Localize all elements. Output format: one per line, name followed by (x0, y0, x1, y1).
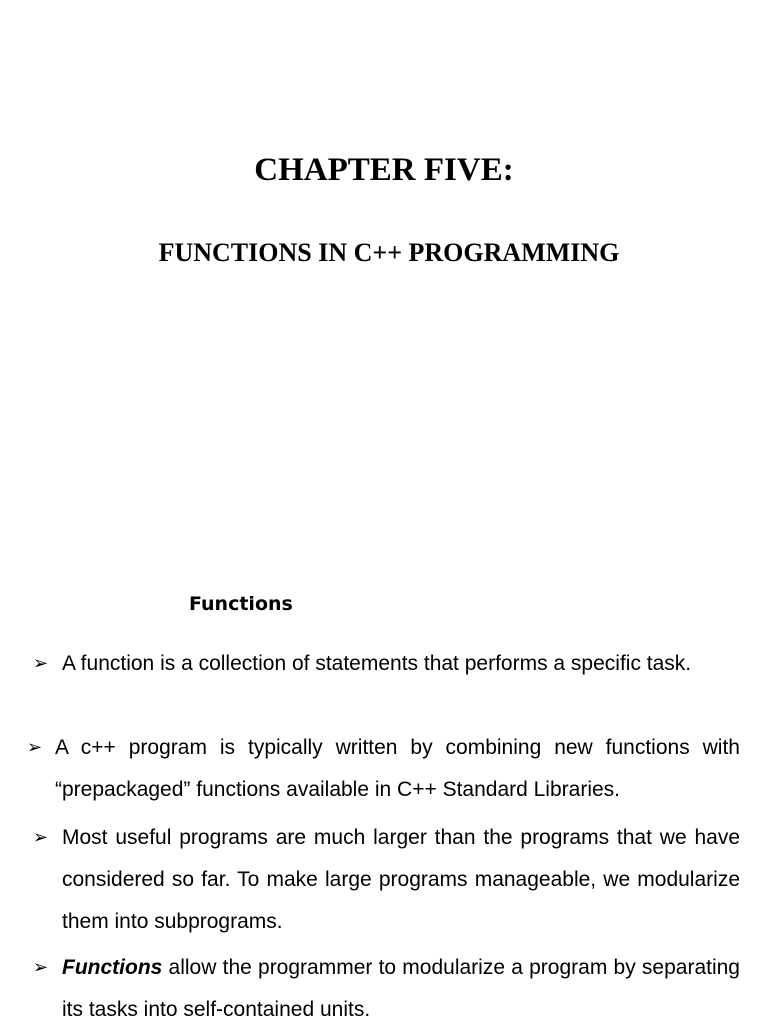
bullet-emphasis: Functions (62, 956, 163, 979)
bullet-item (27, 727, 740, 811)
bullet-text (62, 947, 740, 1031)
bullet-text: Most useful programs are much larger than the programs that we have considered so far. To make large programs manageable, we modularize them into subprograms. (62, 826, 740, 933)
chapter-subtitle: FUNCTIONS IN C++ PROGRAMMING (158, 238, 620, 267)
section-heading: Functions (189, 593, 293, 615)
arrow-bullet-icon: ➢ (33, 653, 49, 674)
arrow-bullet-icon: ➢ (33, 827, 49, 848)
chapter-title: CHAPTER FIVE: (254, 152, 514, 188)
bullet-item (33, 947, 740, 1031)
bullet-text: A function is a collection of statements that performs a specific task. (62, 652, 692, 675)
bullet-item (33, 643, 740, 685)
arrow-bullet-icon: ➢ (27, 737, 43, 758)
arrow-bullet-icon: ➢ (33, 957, 49, 978)
bullet-item (33, 817, 740, 943)
bullet-text: A c++ program is typically written by combining new functions with “prepackaged” functions available in C++ Standard Libraries. (55, 736, 740, 801)
bullet-text-rest: allow the programmer to modularize a program by separating its tasks into self-contained units. (62, 956, 740, 1021)
